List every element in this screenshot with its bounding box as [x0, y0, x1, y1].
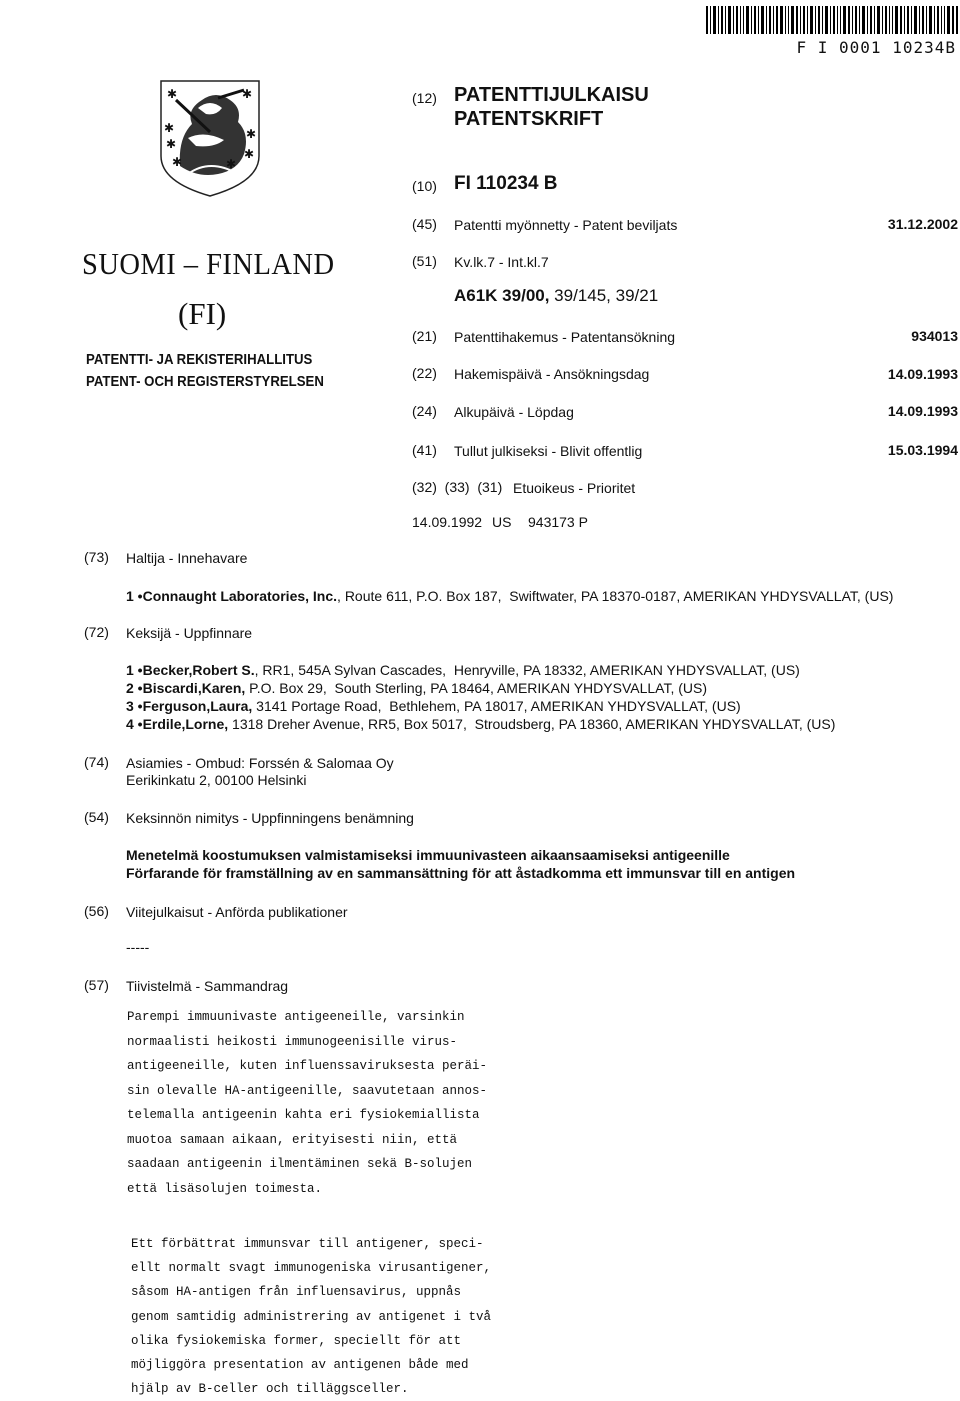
inventor-name: 1 •Becker,Robert S. — [126, 662, 255, 678]
field-code-74: (74) — [84, 754, 109, 770]
field-code-56: (56) — [84, 903, 109, 919]
priority-label: Etuoikeus - Prioritet — [513, 480, 636, 496]
abstract-line: möjliggöra presentation av antigenen både med — [131, 1358, 469, 1373]
field-code-24: (24) — [412, 403, 437, 419]
agent-name: Asiamies - Ombud: Forssén & Salomaa Oy — [126, 755, 394, 771]
field-code-73: (73) — [84, 549, 109, 565]
lion-shield-icon — [158, 78, 262, 200]
priority-country: US — [492, 514, 512, 530]
abstract-line: muotoa samaan aikaan, erityisesti niin, että — [127, 1132, 458, 1147]
svg-text:✱: ✱ — [167, 87, 178, 101]
barcode-graphic — [706, 6, 958, 34]
holder-label: Haltija - Innehavare — [126, 550, 248, 566]
start-date-label: Alkupäivä - Löpdag — [454, 404, 574, 420]
abstract-line: että lisäsolujen toimesta. — [127, 1181, 323, 1196]
citations-label: Viitejulkaisut - Anförda publikationer — [126, 904, 348, 920]
field-code-10: (10) — [412, 178, 437, 194]
svg-text:✱: ✱ — [242, 87, 253, 101]
holder-entry — [126, 587, 893, 605]
inventors-label: Keksijä - Uppfinnare — [126, 625, 253, 641]
public-date-value: 15.03.1994 — [887, 442, 958, 458]
svg-text:✱: ✱ — [226, 157, 237, 171]
list-item — [126, 679, 835, 697]
svg-text:✱: ✱ — [172, 155, 183, 169]
holder-name: 1 •Connaught Laboratories, Inc. — [126, 588, 338, 604]
application-label: Patenttihakemus - Patentansökning — [454, 329, 676, 345]
field-code-45: (45) — [412, 216, 437, 232]
inventor-list — [126, 661, 835, 733]
granted-label: Patentti myönnetty - Patent beviljats — [454, 217, 678, 233]
holder-address: , Route 611, P.O. Box 187, Swiftwater, PA 18370-0187, AMERIKAN YHDYSVALLAT, (US) — [337, 588, 894, 604]
abstract-line: sin olevalle HA-antigeenille, saavutetaan annos- — [127, 1083, 488, 1098]
doc-type-sv: PATENTSKRIFT — [454, 108, 604, 130]
granted-date: 31.12.2002 — [887, 216, 958, 232]
patent-office-fi: PATENTTI- JA REKISTERIHALLITUS — [86, 351, 313, 368]
title-label: Keksinnön nimitys - Uppfinningens benämning — [126, 810, 414, 826]
doc-type-fi: PATENTTIJULKAISU — [454, 84, 649, 106]
abstract-label: Tiivistelmä - Sammandrag — [126, 978, 289, 994]
svg-text:✱: ✱ — [164, 121, 175, 135]
agent-address: Eerikinkatu 2, 00100 Helsinki — [126, 772, 307, 788]
inventor-address: P.O. Box 29, South Sterling, PA 18464, AMERIKAN YHDYSVALLAT, (US) — [245, 680, 708, 696]
classification-value — [454, 286, 658, 306]
abstract-line: antigeeneille, kuten influenssaviruksesta peräi- — [127, 1059, 488, 1073]
field-code-12: (12) — [412, 90, 437, 106]
country-name: SUOMI – FINLAND — [82, 246, 335, 281]
svg-text:✱: ✱ — [244, 147, 255, 161]
inventor-address: 1318 Dreher Avenue, RR5, Box 5017, Stroudsberg, PA 18360, AMERIKAN YHDYSVALLAT, (US) — [228, 716, 836, 732]
field-code-22: (22) — [412, 365, 437, 381]
patent-office-sv: PATENT- OCH REGISTERSTYRELSEN — [86, 373, 324, 390]
inventor-name: 4 •Erdile,Lorne, — [126, 716, 229, 732]
abstract-line: ellt normalt svagt immunogeniska virusantigener, — [131, 1261, 492, 1276]
application-number: 934013 — [911, 328, 958, 344]
field-code-72: (72) — [84, 624, 109, 640]
abstract-line: olika fysiokemiska former, speciellt för att — [131, 1333, 462, 1348]
abstract-swedish — [131, 1232, 491, 1401]
field-codes-priority: (32) (33) (31) — [412, 479, 503, 495]
list-item — [126, 697, 835, 715]
abstract-line: genom samtidig administrering av antigenet i två — [131, 1309, 492, 1324]
filing-date-label: Hakemispäivä - Ansökningsdag — [454, 366, 650, 382]
public-date-label: Tullut julkiseksi - Blivit offentlig — [454, 443, 643, 459]
title-swedish: Förfarande för framställning av en sammansättning för att åstadkomma ett immunsvar till en antigen — [126, 865, 796, 881]
inventor-name: 2 •Biscardi,Karen, — [126, 680, 246, 696]
country-code: (FI) — [178, 296, 227, 331]
inventor-address: 3141 Portage Road, Bethlehem, PA 18017, AMERIKAN YHDYSVALLAT, (US) — [252, 698, 741, 714]
classification-secondary: 39/145, 39/21 — [549, 286, 659, 305]
list-item — [126, 661, 835, 679]
abstract-line: telemalla antigeenin kahta eri fysiokemiallista — [127, 1108, 480, 1122]
citations-value: ----- — [126, 939, 150, 955]
publication-number: FI 110234 B — [454, 173, 558, 194]
abstract-line: normaalisti heikosti immunogeenisille virus- — [127, 1034, 458, 1049]
abstract-line: Parempi immuunivaste antigeeneille, varsinkin — [127, 1010, 465, 1024]
barcode-id: F I 0001 10234B — [796, 38, 956, 57]
field-code-21: (21) — [412, 328, 437, 344]
title-finnish: Menetelmä koostumuksen valmistamiseksi immuunivasteen aikaansaamiseksi antigeenille — [126, 847, 730, 863]
abstract-line: Ett förbättrat immunsvar till antigener, speci- — [131, 1237, 484, 1251]
abstract-line: såsom HA-antigen från influensavirus, uppnås — [131, 1285, 462, 1300]
field-code-51: (51) — [412, 253, 437, 269]
barcode — [706, 6, 958, 34]
classification-main: A61K 39/00, — [454, 286, 550, 305]
classification-label: Kv.lk.7 - Int.kl.7 — [454, 254, 549, 270]
coat-of-arms-emblem — [158, 78, 262, 200]
start-date-value: 14.09.1993 — [887, 403, 958, 419]
abstract-line: saadaan antigeenin ilmentäminen sekä B-solujen — [127, 1157, 473, 1171]
priority-number: 943173 P — [528, 514, 588, 530]
inventor-address: , RR1, 545A Sylvan Cascades, Henryville, PA 18332, AMERIKAN YHDYSVALLAT, (US) — [254, 662, 800, 678]
inventor-name: 3 •Ferguson,Laura, — [126, 698, 253, 714]
field-code-57: (57) — [84, 977, 109, 993]
list-item — [126, 715, 835, 733]
filing-date-value: 14.09.1993 — [887, 366, 958, 382]
field-code-54: (54) — [84, 809, 109, 825]
svg-text:✱: ✱ — [166, 137, 177, 151]
abstract-line: hjälp av B-celler och tilläggsceller. — [131, 1382, 409, 1397]
priority-date: 14.09.1992 — [412, 514, 483, 530]
field-code-41: (41) — [412, 442, 437, 458]
svg-text:✱: ✱ — [246, 127, 257, 141]
abstract-finnish — [127, 1005, 487, 1201]
